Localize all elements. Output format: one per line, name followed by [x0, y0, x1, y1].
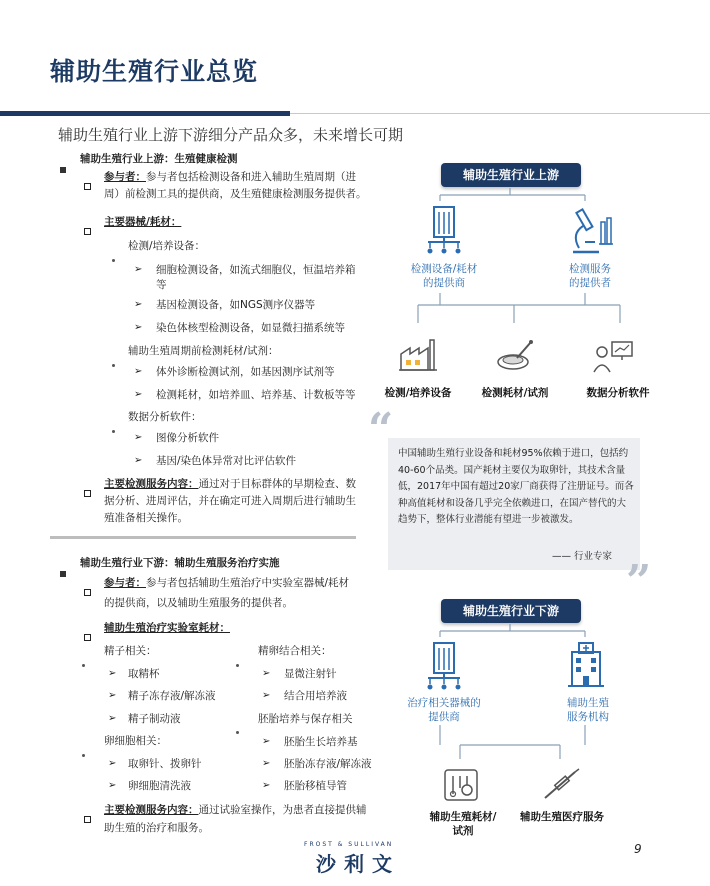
upstream-bullet	[60, 158, 66, 177]
upstream-service-cont: 殖准备相关操作。	[104, 512, 188, 524]
arrow-bullet: ➢	[262, 668, 271, 679]
checkbox-bullet	[84, 482, 91, 501]
arrow-bullet: ➢	[134, 299, 143, 310]
quote-author: —— 行业专家	[552, 551, 613, 562]
downstream-diagram-header: 辅助生殖行业下游	[441, 599, 581, 623]
list-item: 图像分析软件	[156, 432, 219, 444]
building-icon	[424, 640, 464, 692]
list-item: 基因/染色体异常对比评估软件	[156, 455, 297, 467]
dot-bullet	[112, 247, 115, 266]
downstream-service: 主要检测服务内容：通过试验室操作，为患者直接提供辅	[104, 804, 367, 816]
list-item: 等	[156, 279, 167, 291]
downstream-participants: 参与者：参与者包括辅助生殖治疗中实验室器械/耗材	[104, 577, 350, 589]
close-quote-icon: ”	[626, 556, 652, 607]
egg-category: 卵细胞相关：	[104, 735, 167, 747]
hospital-icon	[566, 640, 606, 692]
arrow-bullet: ➢	[262, 758, 271, 769]
downstream-right-label: 辅助生殖 服务机构	[567, 697, 609, 723]
arrow-bullet: ➢	[108, 690, 117, 701]
checkbox-bullet	[84, 220, 91, 239]
list-item: 精子冻存液/解冻液	[128, 690, 216, 702]
downstream-participants-cont: 的提供商，以及辅助生殖服务的提供者。	[104, 597, 293, 609]
checkbox-bullet	[84, 175, 91, 194]
dot-bullet	[112, 418, 115, 437]
title-accent-bar	[0, 111, 290, 116]
microscope-icon	[565, 204, 615, 256]
dot-bullet	[112, 352, 115, 371]
frost-sullivan-logo: 沙利文	[316, 852, 400, 876]
page-number: 9	[634, 842, 642, 856]
checkbox-bullet	[84, 626, 91, 645]
data-analysis-icon	[592, 338, 634, 374]
arrow-bullet: ➢	[262, 736, 271, 747]
upstream-heading: 辅助生殖行业上游：生殖健康检测	[80, 153, 238, 165]
arrow-bullet: ➢	[262, 690, 271, 701]
fertilization-category: 精卵结合相关：	[258, 645, 332, 657]
sperm-category: 精子相关：	[104, 645, 157, 657]
syringe-icon	[541, 768, 581, 802]
list-item: 检测耗材，如培养皿、培养基、计数板等等	[156, 389, 356, 401]
list-item: 结合用培养液	[284, 690, 347, 702]
downstream-bullet	[60, 562, 66, 581]
petri-dish-icon	[495, 338, 535, 374]
upstream-bottom-1: 检测/培养设备	[384, 387, 452, 399]
upstream-participants: 参与者：参与者包括检测设备和进入辅助生殖周期（进	[104, 171, 356, 183]
list-item: 体外诊断检测试剂，如基因测序试剂等	[156, 366, 335, 378]
arrow-bullet: ➢	[108, 780, 117, 791]
building-icon	[424, 204, 464, 256]
list-item: 胚胎移植导管	[284, 780, 347, 792]
upstream-service-cont: 据分析、进周评估，并在确定可进入周期后进行辅助生	[104, 495, 356, 507]
list-item: 取卵针、拨卵针	[128, 758, 202, 770]
page-title: 辅助生殖行业总览	[50, 57, 259, 86]
dot-bullet	[82, 742, 85, 761]
arrow-bullet: ➢	[134, 366, 143, 377]
arrow-bullet: ➢	[108, 758, 117, 769]
lab-tools-icon	[443, 768, 479, 802]
dot-bullet	[82, 652, 85, 671]
list-item: 卵细胞清洗液	[128, 780, 191, 792]
factory-icon	[398, 336, 438, 374]
arrow-bullet: ➢	[134, 389, 143, 400]
upstream-cat3: 数据分析软件：	[128, 411, 202, 423]
list-item: 胚胎生长培养基	[284, 736, 358, 748]
upstream-right-label: 检测服务 的提供者	[569, 263, 611, 289]
section-divider	[50, 536, 356, 539]
arrow-bullet: ➢	[134, 455, 143, 466]
list-item: 显微注射针	[284, 668, 337, 680]
title-divider	[290, 113, 710, 114]
upstream-participants-cont: 周）前检测工具的提供商，及生殖健康检测服务提供者。	[104, 188, 367, 200]
upstream-bottom-3: 数据分析软件	[586, 387, 650, 399]
upstream-equipment-label: 主要器械/耗材：	[104, 216, 182, 228]
arrow-bullet: ➢	[134, 264, 143, 275]
list-item: 精子制动液	[128, 713, 181, 725]
logo-subtext: FROST & SULLIVAN	[304, 841, 394, 848]
arrow-bullet: ➢	[134, 432, 143, 443]
quote-text: 中国辅助生殖行业设备和耗材95%依赖于进口，包括约40-60个品类。国产耗材主要仅为取卵针，其技术含量低，2017年中国有超过20家厂商获得了注册证号。而各种高值耗材和设备几乎完全依赖进口，在国产替代的大趋势下，整体行业潜能有望进一步被激发。	[398, 448, 634, 525]
list-item: 取精杯	[128, 668, 160, 680]
checkbox-bullet	[84, 581, 91, 600]
embryo-category: 胚胎培养与保存相关	[258, 713, 353, 725]
upstream-bottom-2: 检测耗材/试剂	[481, 387, 549, 399]
list-item: 胚胎冻存液/解冻液	[284, 758, 372, 770]
page-subtitle: 辅助生殖行业上游下游细分产品众多，未来增长可期	[58, 126, 404, 144]
arrow-bullet: ➢	[262, 780, 271, 791]
downstream-service-cont: 助生殖的治疗和服务。	[104, 822, 209, 834]
list-item: 染色体核型检测设备，如显微扫描系统等	[156, 322, 345, 334]
downstream-bottom-right: 辅助生殖医疗服务	[520, 811, 604, 823]
downstream-heading: 辅助生殖行业下游：辅助生殖服务治疗实施	[80, 557, 280, 569]
checkbox-bullet	[84, 808, 91, 827]
upstream-cat1: 检测/培养设备：	[128, 240, 206, 252]
dot-bullet	[236, 652, 239, 671]
arrow-bullet: ➢	[108, 668, 117, 679]
list-item: 细胞检测设备，如流式细胞仪，恒温培养箱	[156, 264, 356, 276]
upstream-left-label: 检测设备/耗材 的提供商	[410, 263, 478, 289]
open-quote-icon: “	[368, 404, 394, 455]
list-item: 基因检测设备，如NGS测序仪器等	[156, 299, 316, 311]
upstream-cat2: 辅助生殖周期前检测耗材/试剂：	[128, 345, 279, 357]
arrow-bullet: ➢	[134, 322, 143, 333]
upstream-service: 主要检测服务内容：通过对于目标群体的早期检查、数	[104, 478, 356, 490]
upstream-diagram-header: 辅助生殖行业上游	[441, 163, 581, 187]
downstream-left-label: 治疗相关器械的 提供商	[407, 697, 481, 723]
dot-bullet	[236, 719, 239, 738]
arrow-bullet: ➢	[108, 713, 117, 724]
downstream-bottom-left: 辅助生殖耗材/ 试剂	[429, 811, 497, 837]
downstream-consumables-label: 辅助生殖治疗实验室耗材：	[104, 622, 230, 634]
